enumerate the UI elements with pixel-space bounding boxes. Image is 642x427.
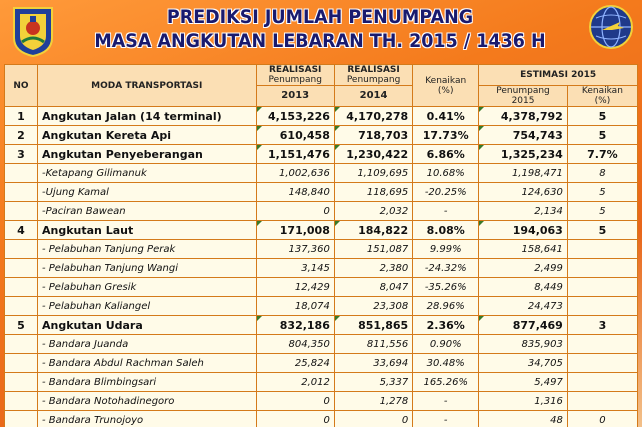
cell-estimasi: 1,316 — [479, 392, 568, 411]
header-moda: MODA TRANSPORTASI — [37, 65, 256, 107]
table-row — [5, 164, 638, 183]
cell-2013: 148,840 — [256, 183, 334, 202]
cell-est-kenaikan: 5 — [567, 183, 637, 202]
header-realisasi-2014 — [334, 65, 412, 86]
cell-est-kenaikan — [567, 278, 637, 297]
cell-est-kenaikan: 8 — [567, 164, 637, 183]
cell-2013: 12,429 — [256, 278, 334, 297]
cell-est-kenaikan — [567, 240, 637, 259]
cell-kenaikan: 8.08% — [413, 221, 479, 240]
cell-estimasi: 48 — [479, 411, 568, 427]
cell-2014: 1,109,695 — [334, 164, 412, 183]
header-kenaikan — [413, 65, 479, 107]
table-row — [5, 240, 638, 259]
cell-estimasi: 194,063 — [479, 221, 568, 240]
cell-kenaikan: -24.32% — [413, 259, 479, 278]
cell-2013: 804,350 — [256, 335, 334, 354]
cell-no: 4 — [5, 221, 38, 240]
table-row — [5, 335, 638, 354]
table-row — [5, 221, 638, 240]
cell-2013: 25,824 — [256, 354, 334, 373]
cell-2014: 0 — [334, 411, 412, 427]
cell-2013: 0 — [256, 202, 334, 221]
cell-moda: - Pelabuhan Tanjung Perak — [37, 240, 256, 259]
cell-est-kenaikan — [567, 354, 637, 373]
cell-est-kenaikan — [567, 259, 637, 278]
cell-estimasi: 158,641 — [479, 240, 568, 259]
table-row — [5, 278, 638, 297]
cell-2013: 137,360 — [256, 240, 334, 259]
cell-moda: Angkutan Penyeberangan — [37, 145, 256, 164]
cell-est-kenaikan: 5 — [567, 126, 637, 145]
cell-no — [5, 411, 38, 427]
ministry-globe-icon — [588, 4, 634, 50]
cell-no: 5 — [5, 316, 38, 335]
cell-2014: 8,047 — [334, 278, 412, 297]
cell-kenaikan: - — [413, 411, 479, 427]
passenger-prediction-table — [4, 64, 638, 427]
cell-no — [5, 373, 38, 392]
cell-2013: 0 — [256, 411, 334, 427]
cell-kenaikan: 28.96% — [413, 297, 479, 316]
cell-moda: Angkutan Udara — [37, 316, 256, 335]
cell-2014: 1,230,422 — [334, 145, 412, 164]
cell-no: 3 — [5, 145, 38, 164]
cell-kenaikan: -20.25% — [413, 183, 479, 202]
cell-estimasi: 754,743 — [479, 126, 568, 145]
cell-moda: - Bandara Blimbingsari — [37, 373, 256, 392]
cell-est-kenaikan — [567, 392, 637, 411]
cell-moda: - Bandara Trunojoyo — [37, 411, 256, 427]
cell-2014: 2,380 — [334, 259, 412, 278]
cell-no — [5, 183, 38, 202]
header-est-kenaikan-top: Kenaikan — [581, 86, 623, 96]
cell-no: 1 — [5, 107, 38, 126]
cell-kenaikan: 2.36% — [413, 316, 479, 335]
cell-estimasi: 2,134 — [479, 202, 568, 221]
cell-kenaikan: - — [413, 392, 479, 411]
cell-moda: Angkutan Jalan (14 terminal) — [37, 107, 256, 126]
cell-est-kenaikan — [567, 373, 637, 392]
cell-no — [5, 278, 38, 297]
cell-kenaikan: 17.73% — [413, 126, 479, 145]
table-row — [5, 316, 638, 335]
cell-moda: - Pelabuhan Tanjung Wangi — [37, 259, 256, 278]
header-kenaikan-top: Kenaikan — [425, 75, 467, 86]
cell-2013: 18,074 — [256, 297, 334, 316]
page-title-line1: PREDIKSI JUMLAH PENUMPANG — [166, 6, 474, 28]
cell-2013: 832,186 — [256, 316, 334, 335]
cell-2014: 118,695 — [334, 183, 412, 202]
cell-est-kenaikan: 7.7% — [567, 145, 637, 164]
header-no: NO — [5, 65, 38, 107]
cell-2014: 851,865 — [334, 316, 412, 335]
slide-header — [0, 0, 642, 62]
cell-kenaikan: 0.41% — [413, 107, 479, 126]
cell-estimasi: 835,903 — [479, 335, 568, 354]
cell-moda: - Pelabuhan Gresik — [37, 278, 256, 297]
cell-estimasi: 34,705 — [479, 354, 568, 373]
cell-no — [5, 259, 38, 278]
cell-moda: - Bandara Juanda — [37, 335, 256, 354]
header-estimasi: ESTIMASI 2015 — [479, 65, 638, 86]
table-row — [5, 411, 638, 427]
table-row — [5, 107, 638, 126]
cell-estimasi: 124,630 — [479, 183, 568, 202]
header-realisasi-2013-sub: Penumpang — [268, 75, 322, 85]
cell-est-kenaikan: 5 — [567, 202, 637, 221]
cell-estimasi: 1,325,234 — [479, 145, 568, 164]
header-est-penumpang-top: Penumpang — [496, 86, 550, 96]
cell-no — [5, 164, 38, 183]
cell-2013: 4,153,226 — [256, 107, 334, 126]
cell-est-kenaikan: 5 — [567, 221, 637, 240]
cell-2014: 23,308 — [334, 297, 412, 316]
passenger-table-container — [4, 64, 638, 427]
cell-no — [5, 335, 38, 354]
header-year-2014: 2014 — [334, 86, 412, 107]
cell-2013: 2,012 — [256, 373, 334, 392]
cell-kenaikan: 10.68% — [413, 164, 479, 183]
cell-2013: 0 — [256, 392, 334, 411]
cell-2014: 2,032 — [334, 202, 412, 221]
table-row — [5, 202, 638, 221]
cell-kenaikan: 30.48% — [413, 354, 479, 373]
cell-est-kenaikan: 3 — [567, 316, 637, 335]
cell-estimasi: 4,378,792 — [479, 107, 568, 126]
cell-2013: 171,008 — [256, 221, 334, 240]
header-est-kenaikan-unit: (%) — [594, 96, 611, 106]
cell-kenaikan: 6.86% — [413, 145, 479, 164]
cell-2014: 718,703 — [334, 126, 412, 145]
header-est-kenaikan — [567, 86, 637, 107]
table-row — [5, 354, 638, 373]
cell-2013: 1,002,636 — [256, 164, 334, 183]
cell-moda: Angkutan Laut — [37, 221, 256, 240]
cell-2014: 1,278 — [334, 392, 412, 411]
cell-2013: 1,151,476 — [256, 145, 334, 164]
table-row — [5, 297, 638, 316]
cell-moda: - Bandara Abdul Rachman Saleh — [37, 354, 256, 373]
cell-kenaikan: 165.26% — [413, 373, 479, 392]
cell-2014: 151,087 — [334, 240, 412, 259]
table-body — [5, 107, 638, 427]
cell-kenaikan: - — [413, 202, 479, 221]
cell-kenaikan: 0.90% — [413, 335, 479, 354]
cell-2014: 184,822 — [334, 221, 412, 240]
cell-est-kenaikan: 0 — [567, 411, 637, 427]
cell-estimasi: 877,469 — [479, 316, 568, 335]
cell-estimasi: 24,473 — [479, 297, 568, 316]
table-row — [5, 126, 638, 145]
table-row — [5, 373, 638, 392]
cell-est-kenaikan — [567, 335, 637, 354]
cell-kenaikan: 9.99% — [413, 240, 479, 259]
cell-2014: 5,337 — [334, 373, 412, 392]
cell-moda: -Ketapang Gilimanuk — [37, 164, 256, 183]
cell-no — [5, 240, 38, 259]
cell-no — [5, 392, 38, 411]
header-est-penumpang — [479, 86, 568, 107]
header-year-2013: 2013 — [256, 86, 334, 107]
header-realisasi-2013 — [256, 65, 334, 86]
cell-2014: 811,556 — [334, 335, 412, 354]
header-kenaikan-unit: (%) — [437, 85, 454, 96]
page-title-line2: MASA ANGKUTAN LEBARAN TH. 2015 / 1436 H — [94, 30, 546, 52]
table-row — [5, 145, 638, 164]
cell-est-kenaikan: 5 — [567, 107, 637, 126]
cell-estimasi: 1,198,471 — [479, 164, 568, 183]
table-row — [5, 392, 638, 411]
table-row — [5, 183, 638, 202]
cell-moda: -Paciran Bawean — [37, 202, 256, 221]
cell-2013: 610,458 — [256, 126, 334, 145]
header-realisasi-2014-sub: Penumpang — [346, 75, 401, 85]
cell-no — [5, 297, 38, 316]
cell-moda: -Ujung Kamal — [37, 183, 256, 202]
cell-estimasi: 8,449 — [479, 278, 568, 297]
header-realisasi-2013-top: REALISASI — [269, 65, 322, 75]
table-row — [5, 259, 638, 278]
cell-moda: - Bandara Notohadinegoro — [37, 392, 256, 411]
cell-est-kenaikan — [567, 297, 637, 316]
cell-moda: - Pelabuhan Kaliangel — [37, 297, 256, 316]
cell-2013: 3,145 — [256, 259, 334, 278]
cell-no — [5, 354, 38, 373]
cell-2014: 33,694 — [334, 354, 412, 373]
provincial-emblem-icon — [10, 4, 56, 58]
cell-no — [5, 202, 38, 221]
cell-no: 2 — [5, 126, 38, 145]
header-est-penumpang-year: 2015 — [511, 96, 535, 106]
cell-estimasi: 5,497 — [479, 373, 568, 392]
cell-moda: Angkutan Kereta Api — [37, 126, 256, 145]
cell-2014: 4,170,278 — [334, 107, 412, 126]
header-realisasi-2014-top: REALISASI — [347, 65, 400, 75]
cell-kenaikan: -35.26% — [413, 278, 479, 297]
cell-estimasi: 2,499 — [479, 259, 568, 278]
